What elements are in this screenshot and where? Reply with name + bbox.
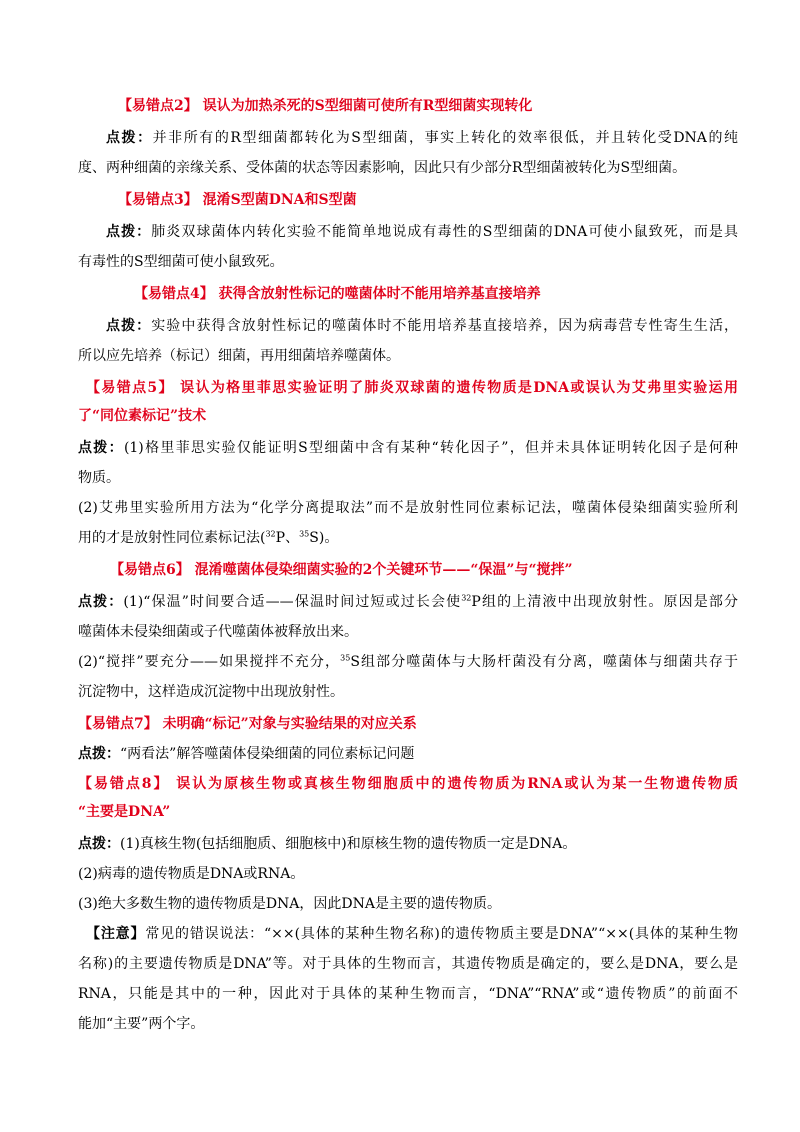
note-line2: 名称)的主要遗传物质是DNA”等。对于具体的生物而言，其遗传物质是确定的，要么是DNA，要么是 xyxy=(78,956,738,972)
tip-7-line1 xyxy=(78,744,738,764)
note-text: 常见的错误说法：“××(具体的某种生物名称)的遗传物质主要是DNA”“××(具体的某种生物 xyxy=(145,926,738,942)
isotope-mass: 32 xyxy=(461,593,472,603)
tip-text: 并非所有的R型细菌都转化为S型细菌，事实上转化的效率很低，并且转化受DNA的纯 xyxy=(152,130,738,146)
isotope-symbol: P、 xyxy=(275,530,300,546)
tip-4-line1 xyxy=(106,316,738,336)
tip-text: P组的上清液中出现放射性。原因是部分 xyxy=(471,594,738,610)
tip-5-p1-line2: 物质。 xyxy=(78,470,120,486)
tip-text: “两看法”解答噬菌体侵染细菌的同位素标记问题 xyxy=(120,746,415,762)
isotope-mass: 32 xyxy=(265,529,276,539)
tip-6-p2-line1 xyxy=(78,652,738,672)
heading-error-point-4: 【易错点4】 获得含放射性标记的噬菌体时不能用培养基直接培养 xyxy=(134,286,541,302)
tip-6-p2-line2: 沉淀物中，这样造成沉淀物中出现放射性。 xyxy=(78,684,344,700)
tip-8-p3: (3)绝大多数生物的遗传物质是DNA，因此DNA是主要的遗传物质。 xyxy=(78,896,501,912)
tip-text: (1)真核生物(包括细胞质、细胞核中)和原核生物的遗传物质一定是DNA。 xyxy=(120,836,577,852)
tip-text: (1)格里菲思实验仅能证明S型细菌中含有某种“转化因子”，但并未具体证明转化因子是何种 xyxy=(123,440,738,456)
tip-label: 点拨： xyxy=(78,440,124,456)
heading-error-point-2: 【易错点2】 误认为加热杀死的S型细菌可使所有R型细菌实现转化 xyxy=(118,98,533,114)
tip-5-p2-line2 xyxy=(78,528,738,548)
isotope-mass: 35 xyxy=(299,529,310,539)
tip-4-line2: 所以应先培养（标记）细菌，再用细菌培养噬菌体。 xyxy=(78,348,400,364)
tip-3-line1 xyxy=(106,222,738,242)
tip-text: 肺炎双球菌体内转化实验不能简单地说成有毒性的S型细菌的DNA可使小鼠致死，而是具 xyxy=(151,224,738,240)
tip-8-p1 xyxy=(78,834,738,854)
heading-error-point-6: 【易错点6】 混淆噬菌体侵染细菌实验的2个关键环节——“保温”与“搅拌” xyxy=(110,562,573,578)
tip-label: 点拨： xyxy=(106,224,152,240)
note-line4: 能加“主要”两个字。 xyxy=(78,1016,205,1032)
tip-3-line2: 有毒性的S型细菌可使小鼠致死。 xyxy=(78,254,284,270)
tip-5-p2-line1: (2)艾弗里实验所用方法为“化学分离提取法”而不是放射性同位素标记法，噬菌体侵染细菌实验所利 xyxy=(78,500,738,516)
heading-error-point-3: 【易错点3】 混淆S型菌DNA和S型菌 xyxy=(118,192,357,208)
tip-text: (2)“搅拌”要充分——如果搅拌不充分， xyxy=(78,654,341,670)
heading-error-point-7: 【易错点7】 未明确“标记”对象与实验结果的对应关系 xyxy=(78,716,417,732)
isotope-symbol: S)。 xyxy=(309,530,339,546)
tip-text: 实验中获得含放射性标记的噬菌体时不能用培养基直接培养，因为病毒营专性寄生生活， xyxy=(151,318,738,334)
tip-6-p1-line2: 噬菌体未侵染细菌或子代噬菌体被释放出来。 xyxy=(78,624,358,640)
tip-text: S组部分噬菌体与大肠杆菌没有分离，噬菌体与细菌共存于 xyxy=(350,654,738,670)
note-line3: RNA，只能是其中的一种，因此对于具体的某种生物而言，“DNA”“RNA”或“遗传物质”的前面不 xyxy=(78,986,738,1002)
note-line1 xyxy=(86,924,738,944)
tip-label: 点拨： xyxy=(106,318,152,334)
tip-label: 点拨： xyxy=(78,594,124,610)
tip-5-p1-line1 xyxy=(78,438,738,458)
tip-6-p1-line1 xyxy=(78,592,738,612)
tip-label: 点拨： xyxy=(78,746,120,762)
note-label: 【注意】 xyxy=(86,926,146,942)
heading-error-point-8-line1: 【易错点8】 误认为原核生物或真核生物细胞质中的遗传物质为RNA或认为某一生物遗传物质 xyxy=(78,776,738,792)
tip-text: 用的才是放射性同位素标记法( xyxy=(78,530,266,546)
tip-2-line1 xyxy=(106,128,738,148)
heading-error-point-5-line1: 【易错点5】 误认为格里菲思实验证明了肺炎双球菌的遗传物质是DNA或误认为艾弗里实验运用 xyxy=(86,380,738,396)
tip-label: 点拨： xyxy=(106,130,153,146)
tip-label: 点拨： xyxy=(78,836,120,852)
tip-text: (1)“保温”时间要合适——保温时间过短或过长会使 xyxy=(123,594,462,610)
tip-2-line2: 度、两种细菌的亲缘关系、受体菌的状态等因素影响，因此只有少部分R型细菌被转化为S型细菌。 xyxy=(78,160,687,176)
heading-error-point-8-line2: “主要是DNA” xyxy=(78,804,171,820)
heading-error-point-5-line2: 了“同位素标记”技术 xyxy=(78,408,207,424)
isotope-mass: 35 xyxy=(340,653,351,663)
tip-8-p2: (2)病毒的遗传物质是DNA或RNA。 xyxy=(78,866,305,882)
